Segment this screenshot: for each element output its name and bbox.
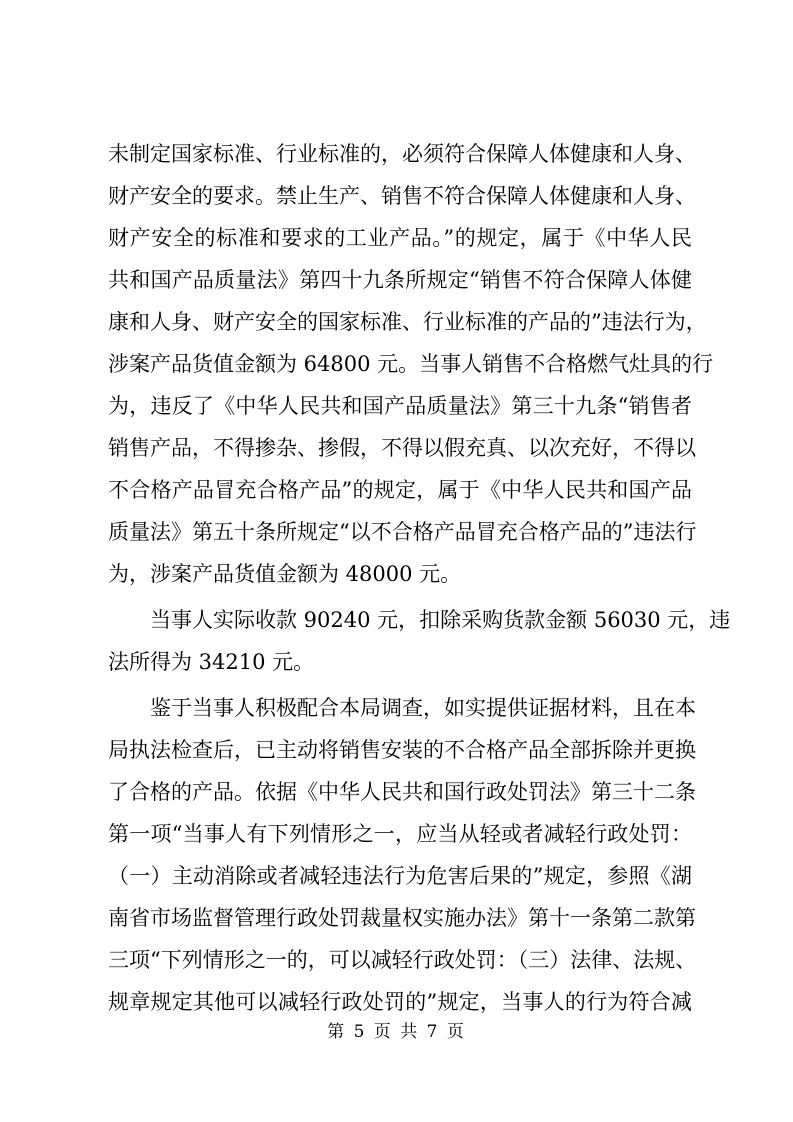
text-line: 涉案产品货值金额为 64800 元。当事人销售不合格燃气灶具的行 <box>108 352 714 376</box>
text-line: 不合格产品冒充合格产品”的规定，属于《中华人民共和国产品 <box>108 478 692 502</box>
text-line: 法所得为 34210 元。 <box>108 650 315 674</box>
text-line: 质量法》第五十条所规定“以不合格产品冒充合格产品的”违法行 <box>108 520 697 544</box>
page-number-footer: 第 5 页 共 7 页 <box>327 1022 466 1042</box>
text-line: 南省市场监督管理行政处罚裁量权实施办法》第十一条第二款第 <box>108 906 696 930</box>
paragraph-2 <box>108 599 731 683</box>
text-line: 为，违反了《中华人民共和国产品质量法》第三十九条“销售者 <box>108 394 692 418</box>
text-line: 未制定国家标准、行业标准的，必须符合保障人体健康和人身、 <box>108 142 696 166</box>
text-line: 鉴于当事人积极配合本局调查，如实提供证据材料，且在本 <box>150 696 696 720</box>
text-line: 规章规定其他可以减轻行政处罚的”规定，当事人的行为符合减 <box>108 990 692 1014</box>
document-body <box>108 133 731 1023</box>
text-line: 为，涉案产品货值金额为 48000 元。 <box>108 562 462 586</box>
text-line: （一）主动消除或者减轻违法行为危害后果的”规定，参照《湖 <box>108 864 692 888</box>
text-line: 三项“下列情形之一的，可以减轻行政处罚：（三）法律、法规、 <box>108 948 697 972</box>
text-line: 了合格的产品。依据《中华人民共和国行政处罚法》第三十二条 <box>108 780 696 804</box>
text-line: 财产安全的标准和要求的工业产品。”的规定，属于《中华人民 <box>108 226 692 250</box>
text-line: 第一项“当事人有下列情形之一，应当从轻或者减轻行政处罚： <box>108 822 692 846</box>
text-line: 共和国产品质量法》第四十九条所规定“销售不符合保障人体健 <box>108 268 692 292</box>
text-line: 康和人身、财产安全的国家标准、行业标准的产品的”违法行为， <box>108 310 707 334</box>
text-line: 当事人实际收款 90240 元，扣除采购货款金额 56030 元，违 <box>150 608 731 632</box>
paragraph-3 <box>108 687 697 1023</box>
text-line: 财产安全的要求。禁止生产、销售不符合保障人体健康和人身、 <box>108 184 696 208</box>
text-line: 销售产品，不得掺杂、掺假，不得以假充真、以次充好，不得以 <box>108 436 696 460</box>
text-line: 局执法检查后，已主动将销售安装的不合格产品全部拆除并更换 <box>108 738 696 762</box>
paragraph-1 <box>108 133 714 595</box>
